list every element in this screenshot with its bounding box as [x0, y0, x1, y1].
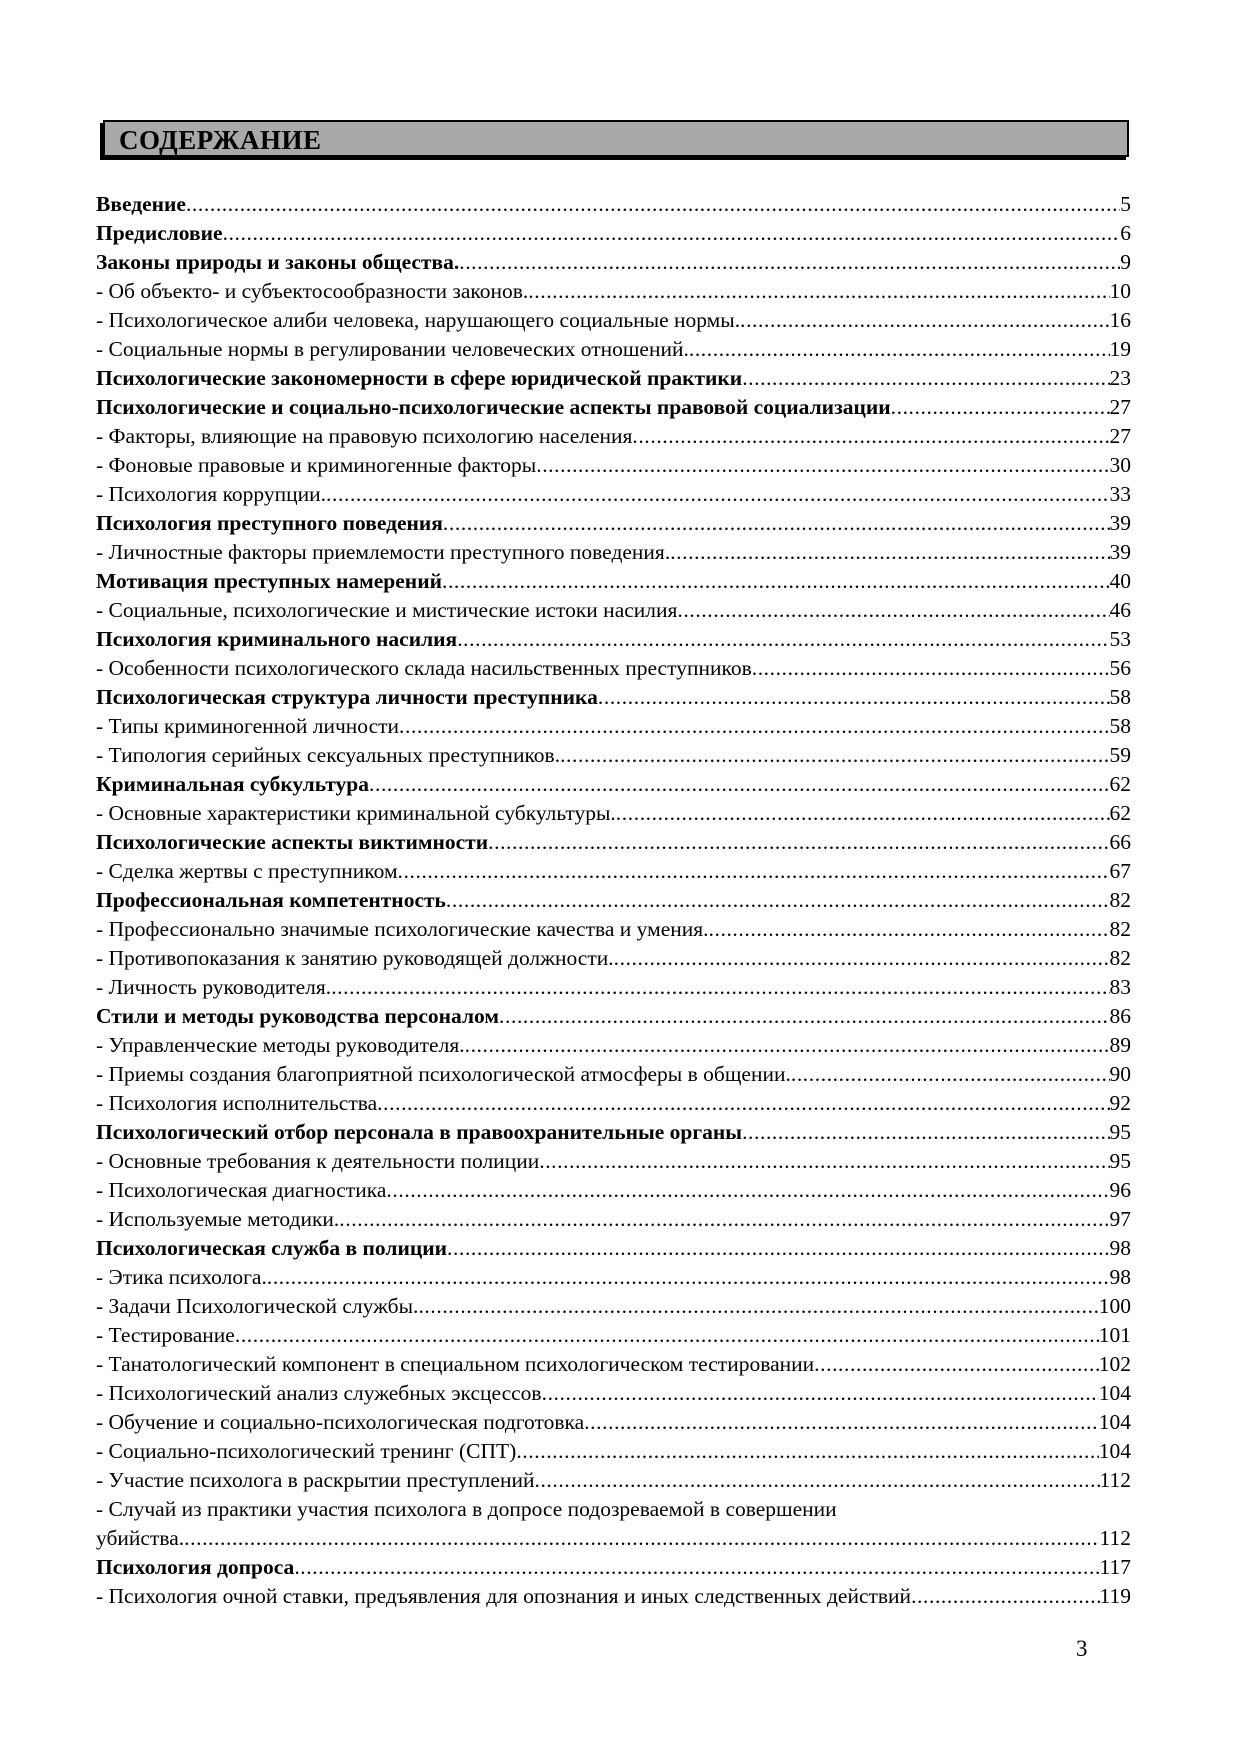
toc-entry-title: - Этика психолога. — [96, 1265, 267, 1289]
contents-heading-bar — [103, 120, 1129, 157]
toc-chapter[interactable] — [96, 364, 1131, 393]
toc-entry-title: - Социально-психологический тренинг (СПТ) — [96, 1439, 517, 1463]
toc-chapter[interactable] — [96, 509, 1131, 538]
toc-subsection[interactable] — [96, 277, 1131, 306]
dot-leader — [267, 1263, 1110, 1292]
dot-leader — [386, 1176, 1109, 1205]
toc-entry-title: - Социальные нормы в регулировании человеческих отношений. — [96, 337, 689, 361]
dot-leader — [186, 190, 1120, 219]
dot-leader — [598, 683, 1110, 712]
toc-entry-page: 104 — [1098, 1410, 1131, 1434]
toc-entry-page: 5 — [1120, 192, 1131, 216]
dot-leader — [446, 886, 1110, 915]
toc-entry-page: 39 — [1109, 511, 1131, 535]
toc-entry-page: 62 — [1109, 772, 1131, 796]
toc-subsection[interactable] — [96, 1408, 1131, 1437]
toc-subsection[interactable] — [96, 973, 1131, 1002]
dot-leader — [339, 1205, 1109, 1234]
dot-leader — [369, 770, 1110, 799]
toc-entry-page: 82 — [1109, 888, 1131, 912]
toc-chapter[interactable] — [96, 1553, 1131, 1582]
dot-leader — [584, 1408, 1099, 1437]
toc-entry-title: Законы природы и законы общества. — [96, 250, 460, 274]
dot-leader — [791, 1060, 1110, 1089]
toc-entry-title: - Сделка жертвы с преступником — [96, 859, 398, 883]
contents-heading: СОДЕРЖАНИЕ — [119, 125, 322, 155]
dot-leader — [418, 1292, 1098, 1321]
toc-chapter[interactable] — [96, 1002, 1131, 1031]
toc-entry-title: Психологические аспекты виктимности — [96, 830, 489, 854]
dot-leader — [326, 480, 1109, 509]
toc-entry-page: 95 — [1109, 1149, 1131, 1173]
dot-leader — [398, 857, 1110, 886]
toc-entry-page: 100 — [1098, 1294, 1131, 1318]
toc-entry-page: 62 — [1109, 801, 1131, 825]
toc-entry-page: 19 — [1109, 337, 1131, 361]
toc-entry-page: 59 — [1109, 743, 1131, 767]
toc-chapter[interactable] — [96, 625, 1131, 654]
toc-entry-page: 9 — [1120, 250, 1131, 274]
toc-entry-title: - Танатологический компонент в специальном психологическом тестировании — [96, 1352, 815, 1376]
toc-entry-title: Криминальная субкультура — [96, 772, 369, 796]
toc-entry-title: - Фоновые правовые и криминогенные факторы — [96, 453, 537, 477]
toc-entry-title: - Типология серийных сексуальных преступников. — [96, 743, 561, 767]
toc-chapter[interactable] — [96, 770, 1131, 799]
toc-subsection[interactable] — [96, 451, 1131, 480]
toc-entry-page: 102 — [1098, 1352, 1131, 1376]
toc-entry-page: 82 — [1109, 946, 1131, 970]
toc-entry-title: Психология преступного поведения — [96, 511, 443, 535]
toc-entry-page: 97 — [1109, 1207, 1131, 1231]
toc-subsection[interactable] — [96, 306, 1131, 335]
toc-entry-title: - Основные требования к деятельности полиции — [96, 1149, 540, 1173]
toc-entry-title: - Личность руководителя. — [96, 975, 332, 999]
dot-leader — [488, 828, 1109, 857]
dot-leader — [614, 944, 1110, 973]
toc-entry-page: 66 — [1109, 830, 1131, 854]
toc-subsection[interactable] — [96, 1466, 1131, 1495]
toc-subsection[interactable] — [96, 654, 1131, 683]
dot-leader — [528, 277, 1109, 306]
toc-entry-page: 53 — [1109, 627, 1131, 651]
dot-leader — [740, 306, 1109, 335]
toc-subsection[interactable] — [96, 1147, 1131, 1176]
toc-entry-page: 92 — [1109, 1091, 1131, 1115]
dot-leader — [377, 1089, 1109, 1118]
dot-leader — [184, 1524, 1099, 1553]
toc-subsection[interactable] — [96, 1292, 1131, 1321]
toc-chapter[interactable] — [96, 886, 1131, 915]
toc-entry-page: 6 — [1120, 221, 1131, 245]
dot-leader — [536, 451, 1109, 480]
dot-leader — [443, 509, 1110, 538]
toc-entry-page: 104 — [1098, 1381, 1131, 1405]
toc-chapter[interactable] — [96, 567, 1131, 596]
dot-leader — [534, 1466, 1099, 1495]
toc-entry-title: - Приемы создания благоприятной психологической атмосферы в общении. — [96, 1062, 791, 1086]
dot-leader — [911, 1582, 1099, 1611]
dot-leader — [223, 219, 1121, 248]
toc-entry-page: 23 — [1109, 366, 1131, 390]
dot-leader — [459, 248, 1120, 277]
toc-entry-page: 83 — [1109, 975, 1131, 999]
toc-entry-title: - Противопоказания к занятию руководящей должности. — [96, 946, 614, 970]
toc-subsection[interactable] — [96, 1321, 1131, 1350]
toc-entry-page: 112 — [1099, 1468, 1131, 1492]
toc-entry-title: - Участие психолога в раскрытии преступлений — [96, 1468, 535, 1492]
toc-subsection[interactable] — [96, 1176, 1131, 1205]
toc-entry-page: 16 — [1109, 308, 1131, 332]
dot-leader — [399, 712, 1109, 741]
toc-entry-page: 82 — [1109, 917, 1131, 941]
toc-subsection[interactable] — [96, 799, 1131, 828]
toc-entry-title: - Основные характеристики криминальной субкультуры. — [96, 801, 616, 825]
toc-entry-title: Психология допроса — [96, 1555, 295, 1579]
toc-entry-page: 33 — [1109, 482, 1131, 506]
toc-entry-page: 27 — [1109, 424, 1131, 448]
toc-subsection[interactable] — [96, 1060, 1131, 1089]
dot-leader — [542, 1379, 1099, 1408]
toc-entry-title: - Психологический анализ служебных эксцессов — [96, 1381, 542, 1405]
toc-entry-title: Профессиональная компетентность — [96, 888, 446, 912]
dot-leader — [457, 625, 1109, 654]
toc-entry-page: 30 — [1109, 453, 1131, 477]
toc-entry-page: 86 — [1109, 1004, 1131, 1028]
toc-entry-page: 58 — [1109, 685, 1131, 709]
toc-entry-title: - Обучение и социально-психологическая подготовка — [96, 1410, 585, 1434]
toc-entry-title: - Типы криминогенной личности — [96, 714, 400, 738]
dot-leader — [539, 1147, 1109, 1176]
toc-entry-title: Психология криминального насилия — [96, 627, 458, 651]
toc-entry-title: Психологический отбор персонала в правоохранительные органы — [96, 1120, 743, 1144]
dot-leader — [331, 973, 1109, 1002]
toc-entry-page: 10 — [1109, 279, 1131, 303]
toc-entry-title: - Психологическая диагностика — [96, 1178, 387, 1202]
toc-chapter[interactable] — [96, 683, 1131, 712]
toc-entry-title: - Профессионально значимые психологические качества и умения. — [96, 917, 709, 941]
toc-entry-title-continuation: убийства. — [96, 1526, 185, 1550]
toc-entry-continuation[interactable] — [96, 1524, 1131, 1553]
toc-entry-page: 56 — [1109, 656, 1131, 680]
dot-leader — [891, 393, 1110, 422]
toc-subsection[interactable] — [96, 1350, 1131, 1379]
toc-entry-title: Стили и методы руководства персоналом — [96, 1004, 500, 1028]
toc-subsection[interactable] — [96, 538, 1131, 567]
dot-leader — [235, 1321, 1099, 1350]
dot-leader — [689, 335, 1110, 364]
toc-subsection[interactable] — [96, 1031, 1131, 1060]
dot-leader — [616, 799, 1110, 828]
page-number: 3 — [1076, 1636, 1088, 1661]
toc-entry-title: - Факторы, влияющие на правовую психологию населения — [96, 424, 633, 448]
toc-subsection[interactable] — [96, 480, 1131, 509]
toc-entry-title: - Личностные факторы приемлемости преступного поведения. — [96, 540, 671, 564]
dot-leader — [499, 1002, 1109, 1031]
toc-subsection[interactable] — [96, 712, 1131, 741]
dot-leader — [294, 1553, 1099, 1582]
toc-subsection[interactable] — [96, 944, 1131, 973]
dot-leader — [677, 596, 1109, 625]
toc-entry-title: - Об объекто- и субъектосообразности законов. — [96, 279, 529, 303]
toc-chapter[interactable] — [96, 828, 1131, 857]
toc-entry-title: - Задачи Психологической службы. — [96, 1294, 419, 1318]
toc-entry-title: - Психология коррупции. — [96, 482, 327, 506]
toc-entry-title: - Социальные, психологические и мистические истоки насилия — [96, 598, 678, 622]
toc-entry-title: Психологические и социально-психологические аспекты правовой социализации — [96, 395, 891, 419]
toc-entry-title: - Психология очной ставки, предъявления для опознания и иных следственных действий — [96, 1584, 912, 1608]
dot-leader — [670, 538, 1109, 567]
toc-chapter[interactable] — [96, 1118, 1131, 1147]
toc-entry-page: 89 — [1109, 1033, 1131, 1057]
toc-entry-page: 67 — [1109, 859, 1131, 883]
toc-entry-page: 27 — [1109, 395, 1131, 419]
toc-subsection[interactable] — [96, 335, 1131, 364]
dot-leader — [742, 364, 1109, 393]
toc-subsection[interactable] — [96, 1205, 1131, 1234]
toc-entry-page: 46 — [1109, 598, 1131, 622]
toc-subsection[interactable] — [96, 596, 1131, 625]
toc-subsection[interactable] — [96, 1089, 1131, 1118]
toc-chapter[interactable] — [96, 393, 1131, 422]
toc-chapter[interactable] — [96, 248, 1131, 277]
toc-chapter[interactable] — [96, 219, 1131, 248]
table-of-contents — [96, 190, 1131, 1611]
dot-leader — [442, 567, 1110, 596]
toc-entry-page: 95 — [1109, 1120, 1131, 1144]
toc-entry-title: Предисловие — [96, 221, 223, 245]
dot-leader — [709, 915, 1110, 944]
dot-leader — [814, 1350, 1099, 1379]
toc-subsection[interactable] — [96, 422, 1131, 451]
toc-entry-title: Психологические закономерности в сфере юридической практики — [96, 366, 743, 390]
toc-entry-title: - Психология исполнительства — [96, 1091, 378, 1115]
dot-leader — [742, 1118, 1109, 1147]
toc-subsection[interactable] — [96, 857, 1131, 886]
toc-subsection[interactable] — [96, 741, 1131, 770]
toc-entry-page: 98 — [1109, 1265, 1131, 1289]
toc-entry-title: Введение — [96, 192, 186, 216]
toc-subsection[interactable] — [96, 1263, 1131, 1292]
toc-entry-page: 40 — [1109, 569, 1131, 593]
toc-entry-title: Психологическая структура личности преступника — [96, 685, 598, 709]
toc-entry-page: 101 — [1098, 1323, 1131, 1347]
toc-entry-title: Психологическая служба в полиции — [96, 1236, 448, 1260]
toc-entry-page: 112 — [1099, 1526, 1131, 1550]
dot-leader — [752, 654, 1110, 683]
toc-entry[interactable] — [96, 1495, 1131, 1524]
toc-entry-page: 39 — [1109, 540, 1131, 564]
toc-entry-title: - Психологическое алиби человека, нарушающего социальные нормы. — [96, 308, 741, 332]
toc-entry-title: - Используемые методики. — [96, 1207, 340, 1231]
toc-entry-title: - Случай из практики участия психолога в допросе подозреваемой в совершении — [96, 1497, 837, 1521]
toc-entry-title: Мотивация преступных намерений — [96, 569, 442, 593]
dot-leader — [447, 1234, 1109, 1263]
toc-entry-page: 119 — [1099, 1584, 1131, 1608]
toc-entry-page: 96 — [1109, 1178, 1131, 1202]
toc-entry-page: 98 — [1109, 1236, 1131, 1260]
toc-subsection[interactable] — [96, 1582, 1131, 1611]
toc-entry-title: - Управленческие методы руководителя. — [96, 1033, 465, 1057]
toc-subsection[interactable] — [96, 1379, 1131, 1408]
toc-entry-page: 58 — [1109, 714, 1131, 738]
dot-leader — [632, 422, 1109, 451]
toc-subsection[interactable] — [96, 1437, 1131, 1466]
dot-leader — [516, 1437, 1098, 1466]
toc-entry-page: 90 — [1109, 1062, 1131, 1086]
toc-entry-title: - Тестирование — [96, 1323, 235, 1347]
toc-chapter[interactable] — [96, 190, 1131, 219]
dot-leader — [560, 741, 1109, 770]
toc-chapter[interactable] — [96, 1234, 1131, 1263]
dot-leader — [465, 1031, 1110, 1060]
toc-entry-title: - Особенности психологического склада насильственных преступников — [96, 656, 752, 680]
toc-entry-page: 117 — [1099, 1555, 1131, 1579]
toc-subsection[interactable] — [96, 915, 1131, 944]
toc-entry-page: 104 — [1098, 1439, 1131, 1463]
